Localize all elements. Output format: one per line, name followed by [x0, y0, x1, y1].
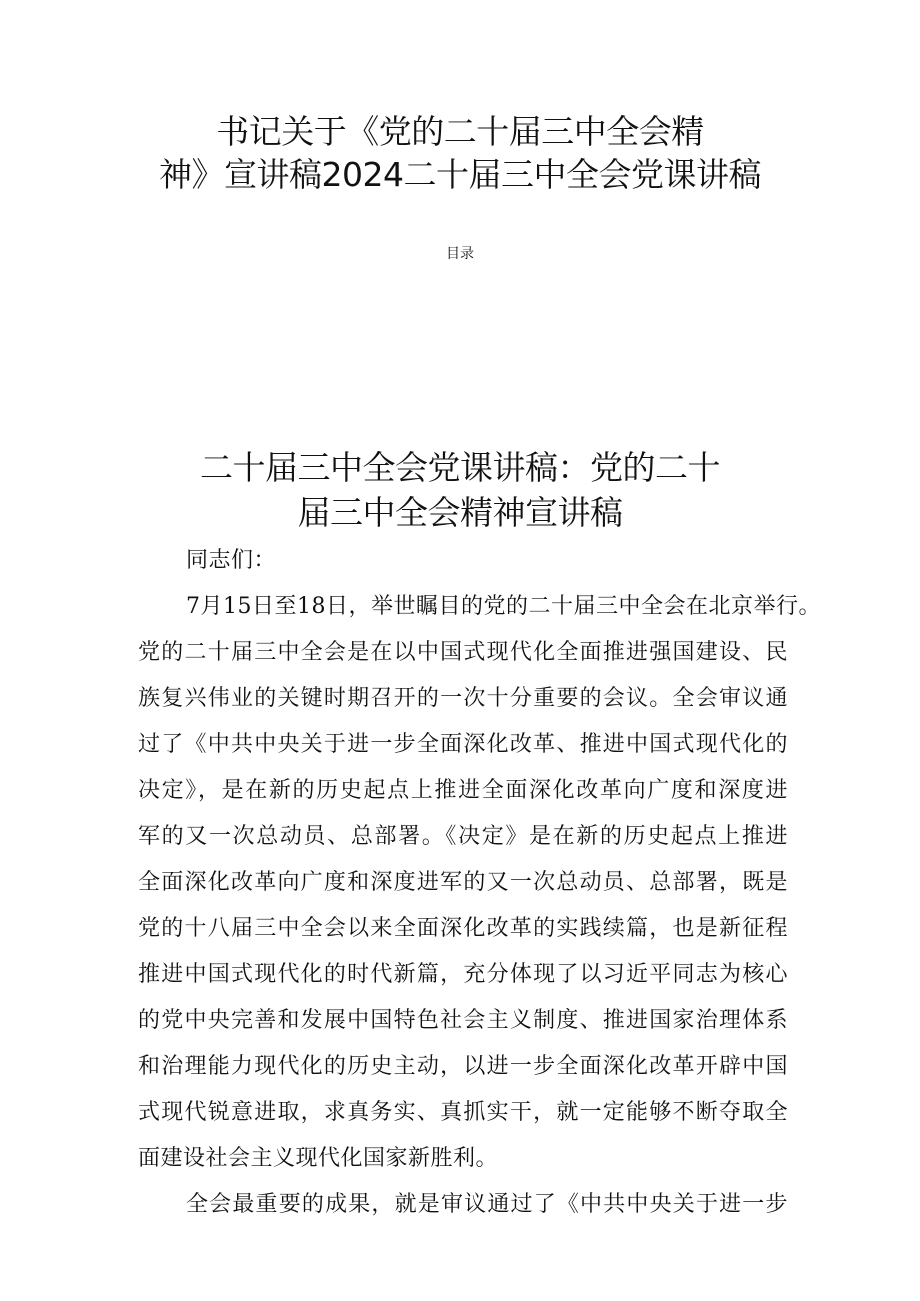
- section-title-line-1: 二十届三中全会党课讲稿：党的二十: [200, 448, 720, 487]
- body-line: 过了《中共中央关于进一步全面深化改革、推进中国式现代化的: [138, 732, 788, 757]
- body-line: 党的二十届三中全会是在以中国式现代化全面推进强国建设、民: [138, 640, 788, 665]
- body-line: 推进中国式现代化的时代新篇，充分体现了以习近平同志为核心: [138, 962, 788, 987]
- salutation: 同志们：: [186, 548, 277, 573]
- document-title-line-2: 神》宣讲稿2024二十届三中全会党课讲稿: [159, 155, 761, 194]
- body-line: 全面深化改革向广度和深度进军的又一次总动员、总部署，既是: [138, 870, 788, 895]
- body-line: 面建设社会主义现代化国家新胜利。: [138, 1146, 499, 1171]
- body-line: 军的又一次总动员、总部署。《决定》是在新的历史起点上推进: [138, 824, 788, 849]
- table-of-contents-label: 目录: [446, 246, 474, 262]
- body-line: 式现代锐意进取，求真务实、真抓实干，就一定能够不断夺取全: [138, 1100, 788, 1125]
- body-line: 决定》，是在新的历史起点上推进全面深化改革向广度和深度进: [138, 778, 788, 803]
- body-line: 全会最重要的成果，就是审议通过了《中共中央关于进一步: [186, 1192, 788, 1217]
- section-title-line-2: 届三中全会精神宣讲稿: [297, 493, 623, 532]
- document-title-line-1: 书记关于《党的二十届三中全会精: [216, 112, 704, 151]
- body-line: 和治理能力现代化的历史主动，以进一步全面深化改革开辟中国: [138, 1054, 788, 1079]
- body-line: 的党中央完善和发展中国特色社会主义制度、推进国家治理体系: [138, 1008, 788, 1033]
- body-line: 7月15日至18日，举世瞩目的党的二十届三中全会在北京举行。: [186, 594, 821, 619]
- body-line: 族复兴伟业的关键时期召开的一次十分重要的会议。全会审议通: [138, 686, 788, 711]
- body-line: 党的十八届三中全会以来全面深化改革的实践续篇，也是新征程: [138, 916, 788, 941]
